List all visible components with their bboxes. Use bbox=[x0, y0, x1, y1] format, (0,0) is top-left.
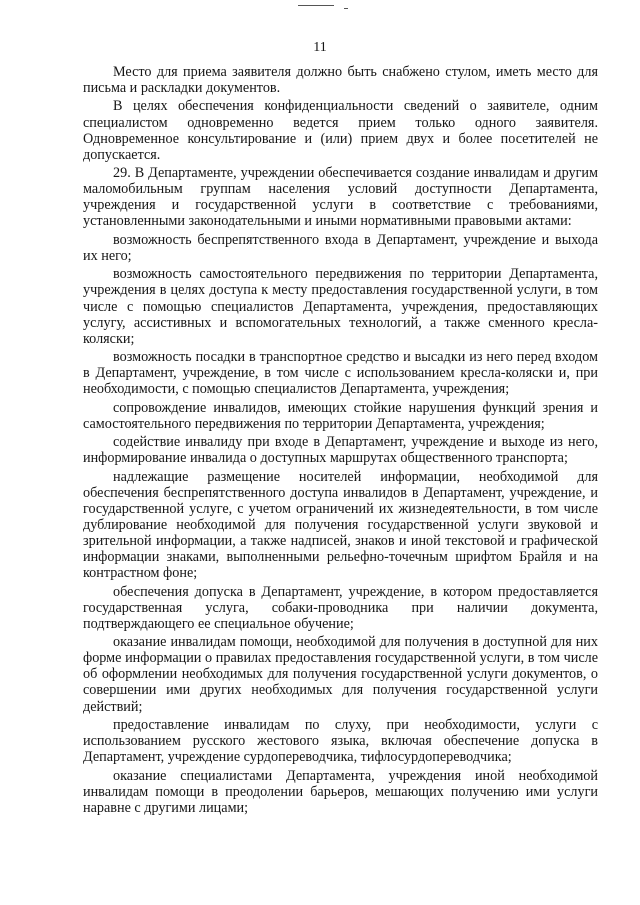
paragraph: обеспечения допуска в Департамент, учреждение, в котором предоставляется государственная услуга, собаки-проводника при наличии документа, подтверждающего ее специальное обучение; bbox=[83, 583, 598, 632]
paragraph: оказание инвалидам помощи, необходимой для получения в доступной для них форме информации о правилах предоставления государственной услуги, в том числе об оформлении необходимых для получения государственной услуги документов, о совершении ими других необходимых для получения государственной услуги действий; bbox=[83, 634, 598, 715]
paragraph: возможность беспрепятственного входа в Департамент, учреждение и выхода их него; bbox=[83, 231, 598, 264]
paragraph: возможность самостоятельного передвижения по территории Департамента, учреждения в целях доступа к месту предоставления государственной услуги, в том числе с помощью специалистов Департамента, учреждения, предоставляющих услугу, ассистивных и вспомогательных технологий, а также сменного кресла-коляски; bbox=[83, 266, 598, 347]
page-number: 11 bbox=[313, 40, 327, 55]
paragraph: Место для приема заявителя должно быть снабжено стулом, иметь место для письма и раскладки документов. bbox=[83, 64, 598, 97]
paragraph: сопровождение инвалидов, имеющих стойкие нарушения функций зрения и самостоятельного передвижения по территории Департамента, учреждения; bbox=[83, 399, 598, 432]
paragraph: предоставление инвалидам по слуху, при необходимости, услуги с использованием русского жестового языка, включая обеспечение допуска в Департамент, учреждение сурдопереводчика, тифлосурдопереводчика; bbox=[83, 716, 598, 766]
paragraph: оказание специалистами Департамента, учреждения иной необходимой инвалидам помощи в преодолении барьеров, мешающих получению ими услуги наравне с другими лицами; bbox=[83, 767, 598, 816]
document-body bbox=[83, 64, 598, 816]
paragraph: надлежащие размещение носителей информации, необходимой для обеспечения беспрепятственного доступа инвалидов в Департамент, учреждение, и государственной услуге, с учетом ограничений их жизнедеятельности, в том числе дублирование необходимой для получения государственной услуги звуковой и зрительной информации, а также надписей, знаков и иной текстовой и графической информации знаками, выполненными рельефно-точечным шрифтом Брайля и на контрастном фоне; bbox=[83, 468, 598, 582]
paragraph: возможность посадки в транспортное средство и высадки из него перед входом в Департамент, учреждение, в том числе с использованием кресла-коляски и, при необходимости, с помощью специалистов Департамента, учреждения; bbox=[83, 349, 598, 398]
scan-artifact bbox=[344, 8, 348, 9]
scan-artifact bbox=[298, 5, 334, 6]
paragraph: 29. В Департаменте, учреждении обеспечивается создание инвалидам и другим маломобильным группам населения условий доступности Департамента, учреждения и государственной услуги в соответствие с требованиями, установленными законодательными и иными нормативными правовыми актами: bbox=[83, 165, 598, 230]
paragraph: В целях обеспечения конфиденциальности сведений о заявителе, одним специалистом одновременно ведется прием только одного заявителя. Одновременное консультирование и (или) прием двух и более посетителей не допускается. bbox=[83, 98, 598, 163]
paragraph: содействие инвалиду при входе в Департамент, учреждение и выходе из него, информирование инвалида о доступных маршрутах общественного транспорта; bbox=[83, 434, 598, 467]
